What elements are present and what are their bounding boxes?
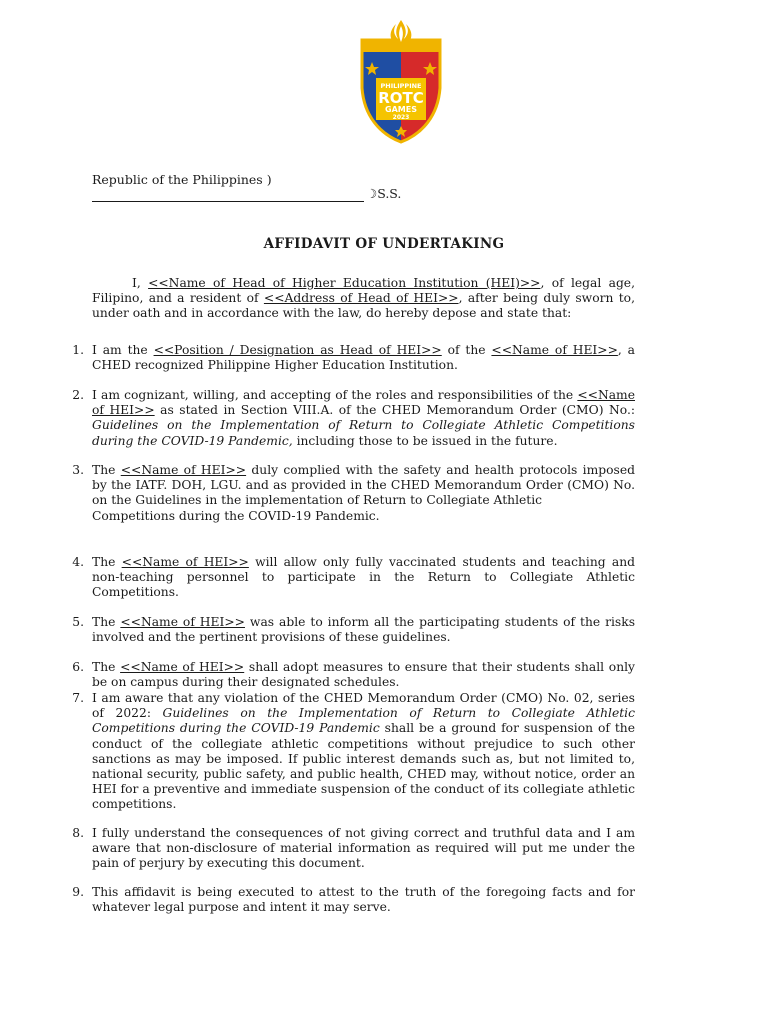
item-number: 1. — [72, 343, 84, 357]
item-3 — [92, 463, 635, 524]
item-number: 3. — [72, 463, 84, 477]
item-text: This affidavit is being executed to attest to the truth of the foregoing facts and for whatever legal purpose and intent it may serve. — [92, 885, 635, 915]
cmo-title-italic: Guidelines on the Implementation of Return to Collegiate Athletic Competitions during the COVID-19 Pandemic, — [92, 418, 635, 448]
logo-text-sub: GAMES — [385, 105, 417, 114]
item-2 — [92, 388, 635, 449]
item-4 — [92, 555, 635, 601]
item-number: 7. — [72, 691, 84, 705]
item-text: The — [92, 463, 121, 477]
venue-ss-text: S.S. — [377, 186, 402, 201]
item-number: 6. — [72, 660, 84, 674]
venue-ss: ☽S.S. — [366, 186, 402, 201]
item-text: as stated in Section VIII.A. of the CHED Memorandum Order (CMO) No.: — [154, 403, 635, 418]
logo-text-year: 2023 — [392, 114, 410, 121]
item-number: 5. — [72, 615, 84, 629]
item-text: shall adopt measures to ensure that their students shall only be on campus during their designated schedules. — [92, 660, 635, 690]
item-text: The — [92, 660, 121, 674]
item-text: I am aware that any violation of the CHED Memorandum Order (CMO) No. 02, series of 2022: — [92, 691, 635, 721]
position-placeholder: <<Position / Designation as Head of HEI>> — [153, 343, 442, 357]
item-text: Competitions during the COVID-19 Pandemic. — [92, 508, 380, 523]
item-text: The — [92, 615, 121, 629]
hei-name-placeholder: <<Name of HEI>> — [120, 615, 245, 629]
item-number: 2. — [72, 388, 84, 402]
logo-text-main: ROTC — [378, 89, 424, 107]
head-name-placeholder: <<Name of Head of Higher Education Institution (HEI)>> — [148, 276, 541, 290]
rotc-games-logo — [358, 18, 444, 144]
item-number: 9. — [72, 885, 84, 899]
item-text: I fully understand the consequences of not giving correct and truthful data and I am aware that non-disclosure of material information as required will put me under the pain of perjury by executing this document. — [92, 826, 635, 871]
item-1 — [92, 343, 635, 373]
item-8 — [92, 826, 635, 872]
hei-name-placeholder: <<Name of HEI>> — [120, 660, 245, 674]
item-text: will allow only fully vaccinated students and teaching and non-teaching personnel to participate in the Return to Collegiate Athletic Competitions. — [92, 555, 636, 600]
item-text: of the — [441, 343, 492, 357]
item-text: I am the — [92, 343, 154, 357]
intro-text-2: , of legal age, Filipino, and a resident of — [92, 276, 635, 306]
hei-name-placeholder: <<Name of HEI>> — [491, 343, 618, 357]
hei-name-placeholder: <<Name of HEI>> — [120, 463, 247, 477]
item-number: 4. — [72, 555, 84, 569]
item-number: 8. — [72, 826, 84, 840]
item-text: , a CHED recognized Philippine Higher Education Institution. — [92, 343, 635, 373]
item-5 — [92, 615, 635, 645]
item-7 — [92, 691, 635, 813]
intro-text-1: I, — [132, 276, 149, 290]
hei-name-placeholder: <<Name of HEI>> — [92, 388, 635, 418]
item-9 — [92, 885, 635, 915]
venue-line1: Republic of the Philippines ) — [92, 172, 272, 187]
intro-text-3: , after being duly sworn to, under oath and in accordance with the law, do hereby depose and state that: — [92, 291, 635, 321]
hei-name-placeholder: <<Name of HEI>> — [121, 555, 249, 569]
item-text: shall be a ground for suspension of the conduct of the collegiate athletic competitions without prejudice to such other sanctions as may be imposed. If public interest demands such as, but not limited to, national security, public safety, and public health, CHED may, without notice, order an HEI for a preventive and immediate suspension of the conduct of its collegiate athletic competitions. — [92, 721, 635, 812]
item-text: duly complied with the safety and health protocols imposed by the IATF. DOH, LGU. and as provided in the CHED Memorandum Order (CMO) No. on the Guidelines in the implementation of Return to Collegiate Athletic — [92, 463, 636, 508]
document-title: AFFIDAVIT OF UNDERTAKING — [263, 236, 505, 252]
item-text: The — [92, 555, 122, 569]
item-6 — [92, 660, 635, 690]
cmo-title-italic: Guidelines on the Implementation of Return to Collegiate Athletic Competitions during the COVID-19 Pandemic — [92, 706, 635, 736]
intro-paragraph — [92, 276, 635, 322]
venue-blank-line — [92, 201, 364, 202]
item-text: including those to be issued in the future. — [292, 433, 558, 448]
address-placeholder: <<Address of Head of HEI>> — [263, 291, 459, 306]
item-text: I am cognizant, willing, and accepting of the roles and responsibilities of the — [92, 388, 578, 402]
logo-text-top: PHILIPPINE — [380, 82, 422, 90]
item-text: was able to inform all the participating students of the risks involved and the pertinent provisions of these guidelines. — [92, 615, 636, 645]
